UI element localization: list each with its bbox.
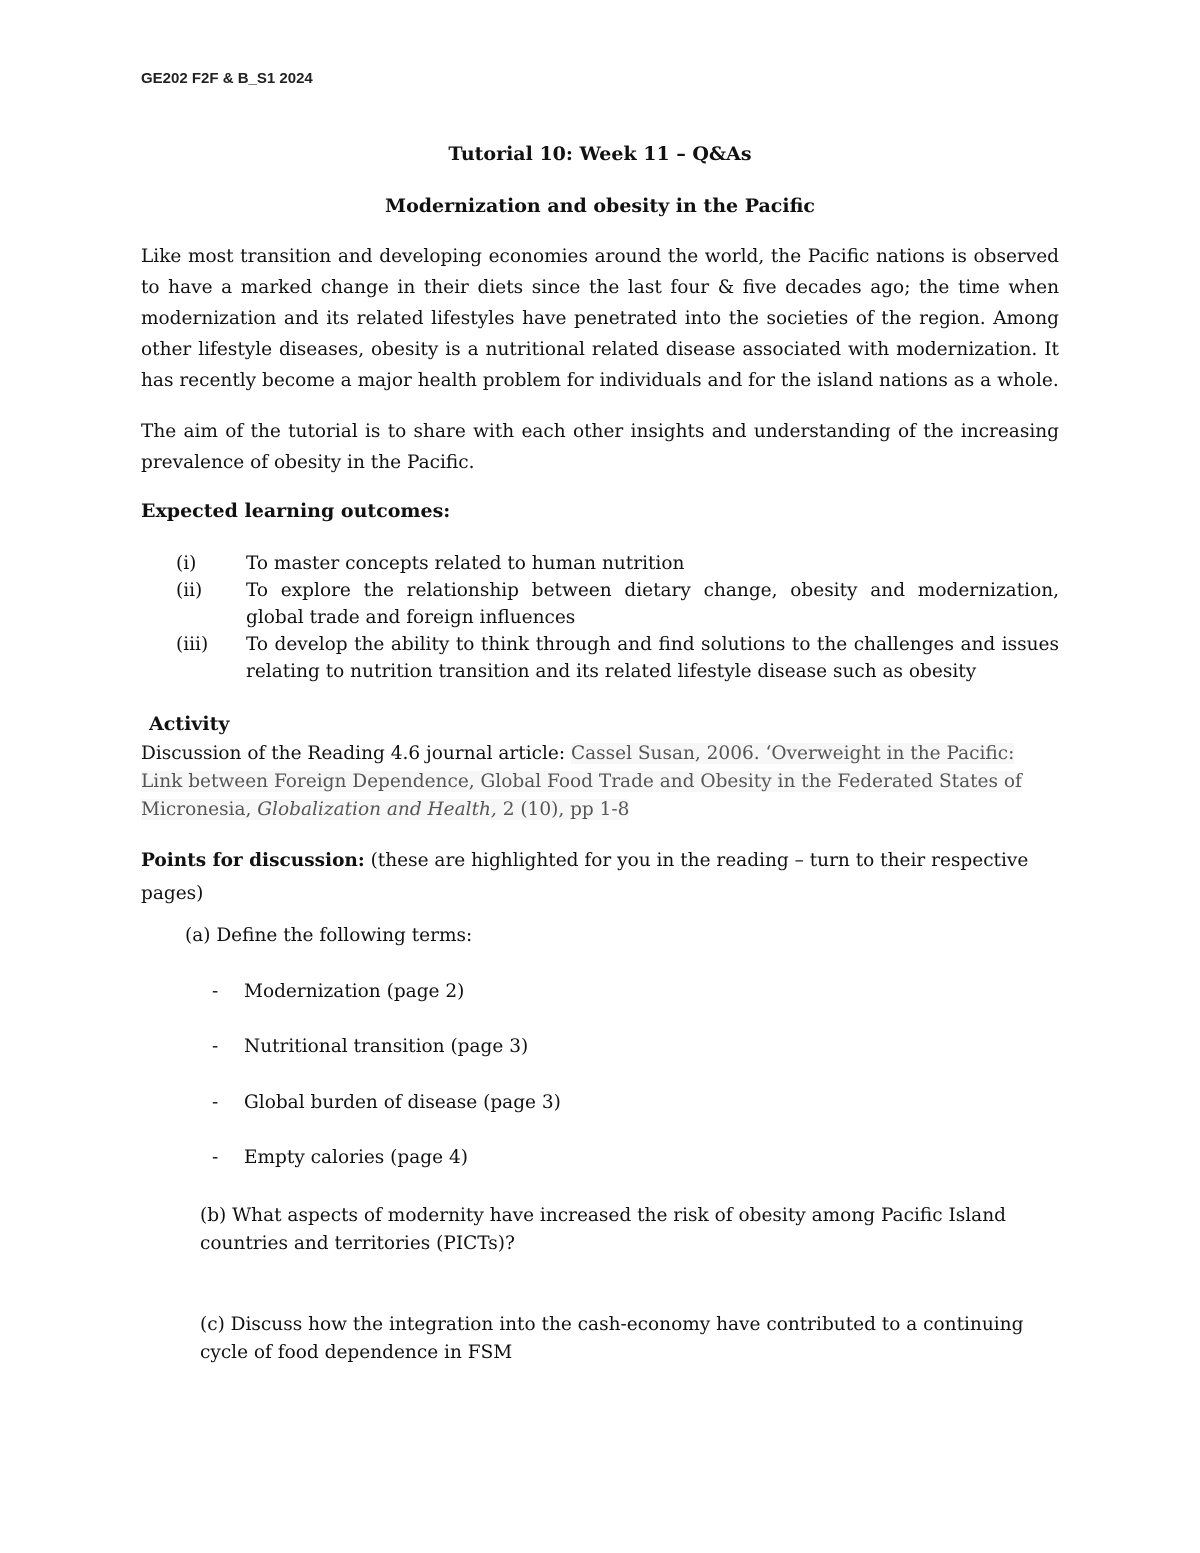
outcome-number: (i) (176, 553, 197, 574)
term-label: Modernization (page 2) (244, 981, 465, 1002)
activity-heading: Activity (149, 713, 230, 735)
outcomes-list (141, 550, 1059, 685)
term-dash: - (212, 1036, 219, 1057)
tutorial-title: Tutorial 10: Week 11 – Q&As (448, 143, 752, 165)
outcome-item (141, 550, 1059, 577)
outcome-text: To develop the ability to think through and find solutions to the challenges and issues relating to nutrition transition and its related lifestyle disease such as obesity (246, 634, 1059, 682)
reference-tail: 2 (10), pp 1-8 (496, 799, 630, 820)
course-header: GE202 F2F & B_S1 2024 (141, 70, 313, 87)
term-label: Empty calories (page 4) (244, 1147, 468, 1168)
topic-title: Modernization and obesity in the Pacific (385, 195, 815, 217)
outcome-item (141, 577, 1059, 631)
outcome-text: To master concepts related to human nutrition (246, 553, 685, 574)
term-label: Global burden of disease (page 3) (244, 1092, 561, 1113)
outcomes-heading: Expected learning outcomes: (141, 500, 451, 522)
discussion-label: Points for discussion: (141, 850, 365, 871)
term-dash: - (212, 1092, 219, 1113)
outcome-number: (ii) (176, 580, 203, 601)
discussion-text: (these are highlighted for you in the reading – turn to their respective pages) (141, 850, 1029, 904)
intro-paragraph: Like most transition and developing economies around the world, the Pacific nations is observed to have a marked change in their diets since the last four & five decades ago; the time when modernization and its related lifestyles have penetrated into the societies of the region. Among other lifestyle diseases, obesity is a nutritional related disease associated with modernization. It has recently become a major health problem for individuals and for the island nations as a whole. (141, 246, 1059, 391)
activity-intro: Discussion of the Reading 4.6 journal article: (141, 743, 571, 764)
question-a: (a) Define the following terms: (185, 925, 473, 946)
question-c: (c) Discuss how the integration into the cash-economy have contributed to a continuing cycle of food dependence in FSM (200, 1314, 1024, 1363)
term-dash: - (212, 981, 219, 1002)
reference-main: Cassel Susan, 2006. ‘Overweight in the Pacific: Link between Foreign Dependence, Global Food Trade and Obesity in the Federated States of Micronesia, (141, 743, 1022, 820)
outcome-number: (iii) (176, 634, 209, 655)
activity-description (141, 740, 1059, 824)
discussion-points (141, 844, 1041, 910)
outcome-item (141, 631, 1059, 685)
term-label: Nutritional transition (page 3) (244, 1036, 529, 1057)
question-b: (b) What aspects of modernity have increased the risk of obesity among Pacific Island countries and territories (PICTs)? (200, 1205, 1006, 1254)
outcome-text: To explore the relationship between dietary change, obesity and modernization, global trade and foreign influences (246, 580, 1059, 628)
reference-journal: Globalization and Health, (257, 799, 497, 820)
aim-paragraph: The aim of the tutorial is to share with each other insights and understanding of the increasing prevalence of obesity in the Pacific. (141, 421, 1059, 473)
term-dash: - (212, 1147, 219, 1168)
